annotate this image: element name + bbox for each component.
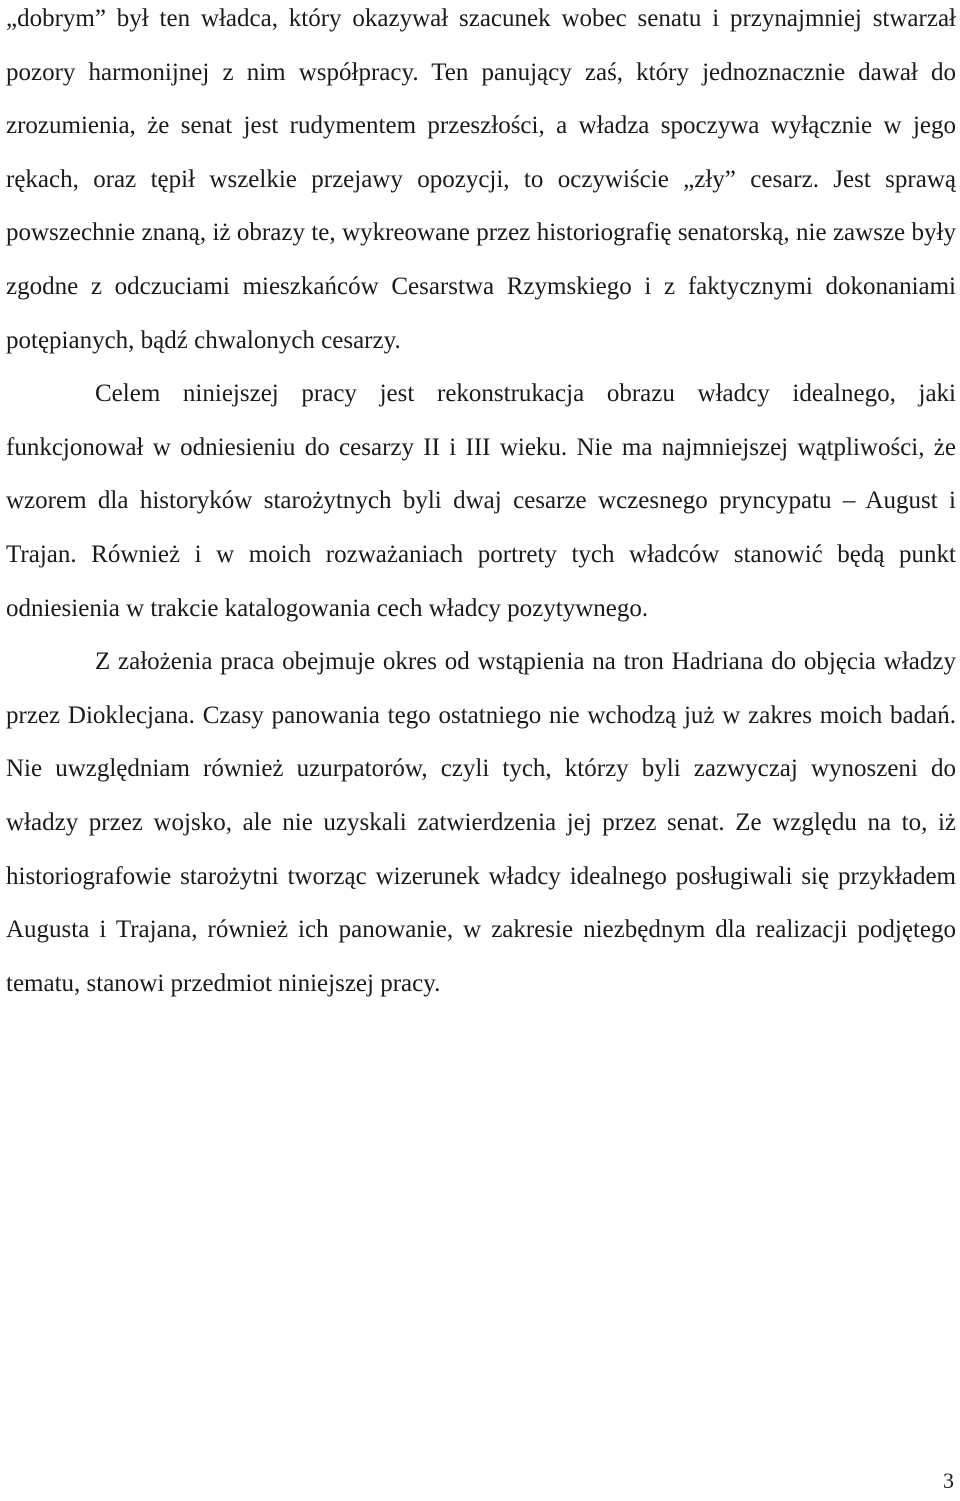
page-number: 3 bbox=[943, 1468, 954, 1493]
paragraph-2: Celem niniejszej pracy jest rekonstrukacja obrazu władcy idealnego, jaki funkcjonował w odniesieniu do cesarzy II i III wieku. Nie ma najmniejszej wątpliwości, że wzorem dla historyków starożytnych byli dwaj cesarze wczesnego pryncypatu – August i Trajan. Również i w moich rozważaniach portrety tych władców stanowić będą punkt odniesienia w trakcie katalogowania cech władcy pozytywnego. bbox=[6, 380, 956, 622]
paragraph-3: Z założenia praca obejmuje okres od wstąpienia na tron Hadriana do objęcia władzy przez Dioklecjana. Czasy panowania tego ostatniego nie wchodzą już w zakres moich badań. Nie uwzględniam również uzurpatorów, czyli tych, którzy byli zazwyczaj wynoszeni do władzy przez wojsko, ale nie uzyskali zatwierdzenia jej przez senat. Ze względu na to, iż historiografowie starożytni tworząc wizerunek władcy idealnego posługiwali się przykładem Augusta i Trajana, również ich panowanie, w zakresie niezbędnym dla realizacji podjętego tematu, stanowi przedmiot niniejszej pracy. bbox=[6, 648, 956, 997]
paragraph-1: „dobrym” był ten władca, który okazywał szacunek wobec senatu i przynajmniej stwarzał pozory harmonijnej z nim współpracy. Ten panujący zaś, który jednoznacznie dawał do zrozumienia, że senat jest rudymentem przeszłości, a władza spoczywa wyłącznie w jego rękach, oraz tępił wszelkie przejawy opozycji, to oczywiście „zły” cesarz. Jest sprawą powszechnie znaną, iż obrazy te, wykreowane przez historiografię senatorską, nie zawsze były zgodne z odczuciami mieszkańców Cesarstwa Rzymskiego i z faktycznymi dokonaniami potępianych, bądź chwalonych cesarzy. bbox=[6, 5, 956, 354]
document-page bbox=[6, 0, 956, 1010]
